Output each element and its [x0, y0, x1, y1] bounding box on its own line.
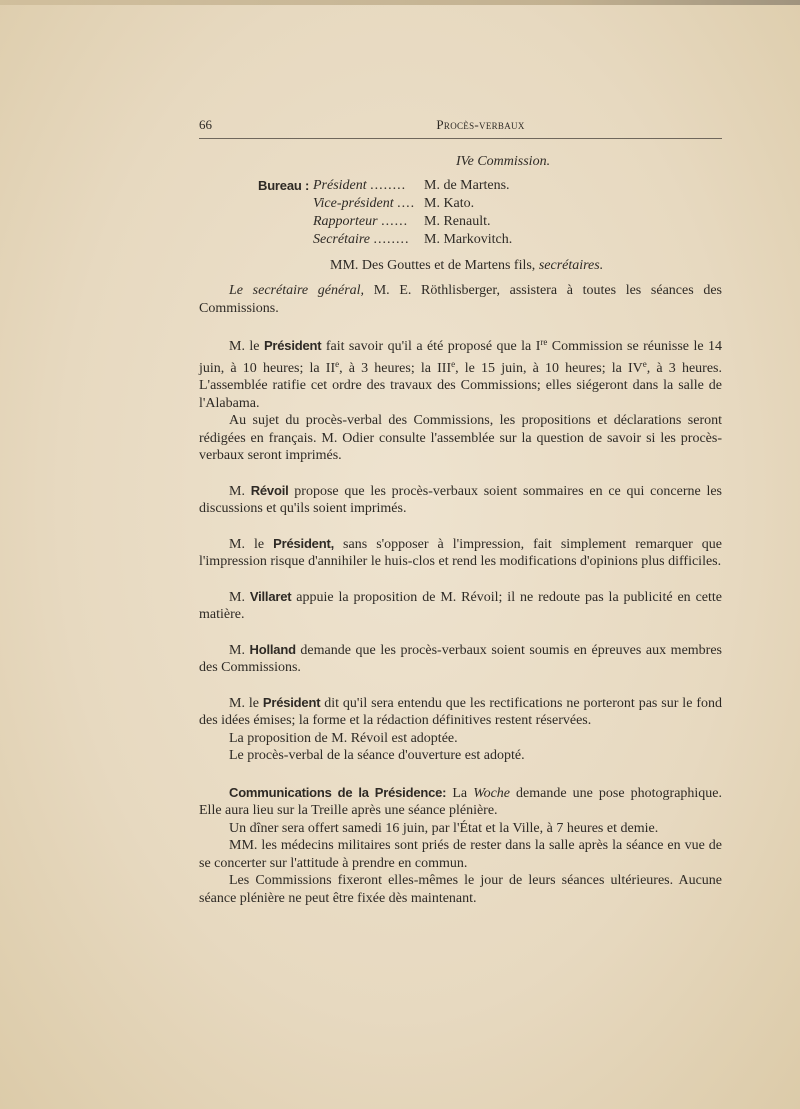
- bureau-label: Bureau :: [258, 177, 310, 193]
- member-name: M. Kato.: [424, 195, 475, 211]
- commission-title-text: Commission.: [477, 154, 551, 169]
- paragraph: Au sujet du procès-verbal des Commissions, les propositions et déclarations seront rédigées en français. M. Odier consulte l'assemblée sur la question de savoir si les procès-verbaux seront imprimés.: [199, 413, 722, 463]
- speaker-name: Holland: [249, 641, 296, 657]
- page-number: 66: [199, 117, 212, 132]
- header-rule: [199, 138, 722, 139]
- paragraph-text: La: [446, 785, 474, 801]
- member-role: Vice-président: [313, 195, 394, 211]
- bureau-member-row: [313, 231, 513, 249]
- paragraph: Le procès-verbal de la séance d'ouverture est adopté.: [229, 748, 525, 763]
- member-role: Président: [313, 177, 367, 193]
- paragraph-text: M.: [229, 589, 250, 605]
- paragraph-text: M. le: [229, 339, 264, 354]
- paragraph-text: M. E. Röthlisberger, assistera à toutes les séances des Commissions.: [199, 283, 722, 316]
- speaker-name: Président,: [273, 535, 334, 551]
- member-name: M. Renault.: [424, 213, 491, 229]
- leader-dots: ......: [381, 213, 409, 229]
- paragraph-text: , à 3 heures; la III: [339, 360, 452, 376]
- paragraph: Les Commissions fixeront elles-mêmes le jour de leurs séances ultérieures. Aucune séance plénière ne peut être fixée dès maintenant.: [199, 873, 722, 906]
- secretary-general-title: Le secrétaire général,: [229, 283, 365, 298]
- paragraph-text: , le 15 juin, à 10 heures; la IV: [455, 360, 643, 376]
- paragraph: [199, 535, 722, 571]
- paragraph: Un dîner sera offert samedi 16 juin, par l'État et la Ville, à 7 heures et demie.: [229, 820, 659, 836]
- paragraph-text: appuie la proposition de M. Révoil; il ne redoute pas la publicité en cette matière.: [199, 589, 722, 622]
- commission-title: [199, 153, 722, 171]
- secretaries-line: [199, 257, 722, 275]
- secretaries-names: MM. Des Gouttes et de Martens fils,: [330, 257, 536, 273]
- paragraph-text: fait savoir qu'il a été proposé que la I: [321, 339, 541, 354]
- member-name: M. Markovitch.: [424, 231, 513, 247]
- paragraph: [199, 694, 722, 730]
- paragraph: [199, 641, 722, 677]
- paragraph-text: dit qu'il sera entendu que les rectifications ne porteront pas sur le fond des idées émises; la forme et la rédaction définitives restent réservées.: [199, 695, 722, 728]
- bureau-member-row: [313, 213, 491, 231]
- ordinal-superscript: e: [642, 358, 647, 369]
- paragraph: [199, 282, 722, 317]
- speaker-name: Président: [263, 338, 322, 353]
- paragraph-text: M. le: [229, 536, 274, 552]
- paragraph: [199, 334, 722, 412]
- paragraph-text: M.: [229, 642, 250, 658]
- member-role: Secrétaire: [313, 231, 371, 247]
- paragraph: La proposition de M. Révoil est adoptée.: [229, 730, 458, 746]
- leader-dots: ........: [373, 231, 410, 247]
- paragraph-text: , à 3 heures. L'assemblée ratifie cet ordre des travaux des Commissions; elles siégeront dans la salle de l'Alabama.: [199, 360, 722, 411]
- leader-dots: ........: [370, 177, 407, 193]
- paragraph-text: Commission se réunisse le 14 juin, à 10 heures; la II: [199, 339, 722, 376]
- section-heading: Communications de la Présidence:: [229, 784, 447, 800]
- paragraph-text: sans s'opposer à l'impression, fait simplement remarquer que l'impression risque d'annihiler le huis-clos et rend les modifications d'opinions plus difficiles.: [199, 536, 722, 569]
- paragraph: [199, 482, 722, 518]
- paragraph-text: demande que les procès-verbaux soient soumis en épreuves aux membres des Commissions.: [199, 642, 722, 675]
- paragraph-text: M. le: [229, 695, 263, 711]
- newspaper-name: Woche: [473, 785, 510, 801]
- leader-dots: ....: [397, 195, 416, 211]
- ordinal-superscript: e: [451, 358, 456, 369]
- paragraph: [199, 784, 722, 820]
- commission-number: IVe: [455, 154, 474, 169]
- member-name: M. de Martens.: [424, 177, 510, 193]
- ordinal-superscript: e: [335, 358, 340, 369]
- bureau-block: [199, 177, 722, 249]
- bureau-member-row: [313, 195, 475, 213]
- paragraph-text: M.: [229, 483, 251, 499]
- speaker-name: Révoil: [250, 482, 289, 498]
- speaker-name: Villaret: [249, 588, 292, 604]
- paragraph: [199, 588, 722, 624]
- page-header: [199, 117, 722, 133]
- paragraph: MM. les médecins militaires sont priés de rester dans la salle après la séance en vue de se concerter sur l'attitude à prendre en commun.: [199, 838, 722, 871]
- speaker-name: Président: [262, 694, 321, 710]
- running-head: Procès-verbaux: [436, 117, 525, 132]
- secretaries-role: secrétaires.: [538, 257, 604, 273]
- page-body: [199, 153, 722, 907]
- paragraph-text: demande une pose photographique. Elle aura lieu sur la Treille après une séance plénière.: [199, 785, 723, 818]
- member-role: Rapporteur: [313, 213, 378, 229]
- bureau-member-row: [313, 177, 510, 195]
- paragraph-text: propose que les procès-verbaux soient sommaires en ce qui concerne les discussions et qu'ils soient imprimés.: [199, 483, 723, 516]
- ordinal-superscript: re: [540, 337, 548, 347]
